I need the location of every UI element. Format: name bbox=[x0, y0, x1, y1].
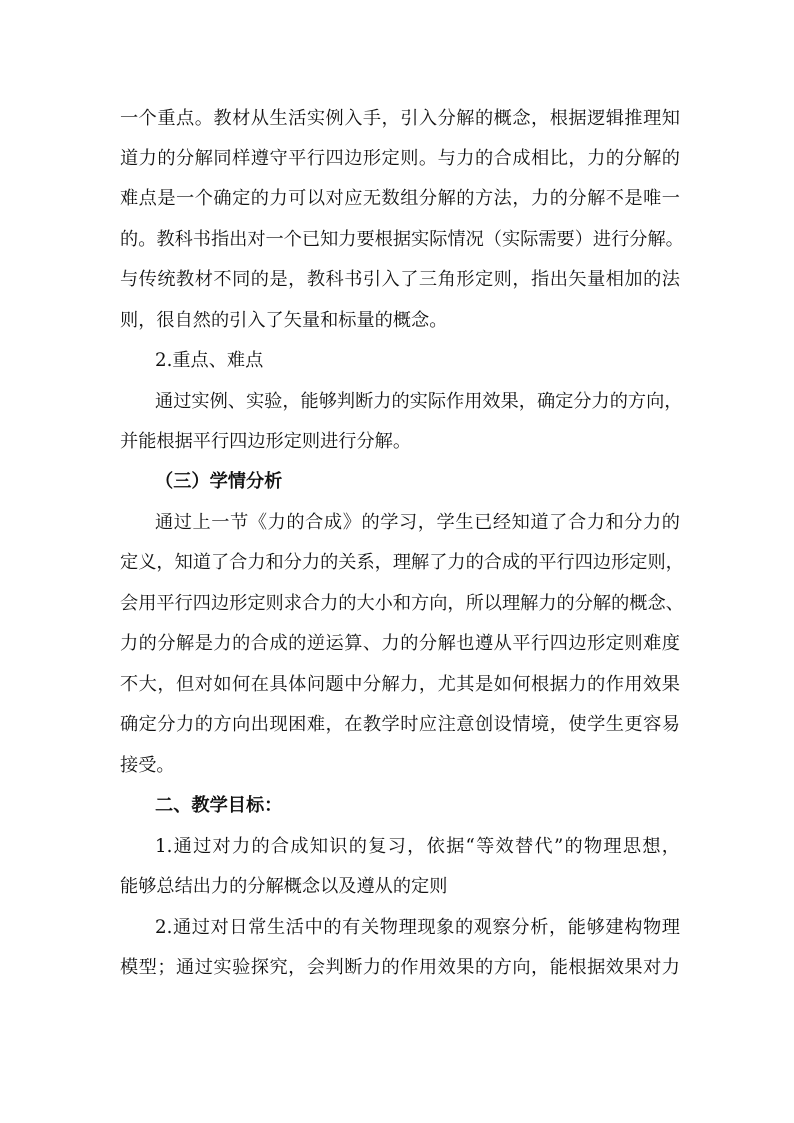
text-line: 接受。 bbox=[120, 755, 175, 776]
text-line: 难点是一个确定的力可以对应无数组分解的方法，力的分解不是唯一 bbox=[120, 188, 680, 209]
text-line: 模型；通过实验探究，会判断力的作用效果的方向，能根据效果对力 bbox=[120, 957, 680, 978]
section-heading: 二、教学目标： bbox=[155, 795, 283, 816]
text-line: 道力的分解同样遵守平行四边形定则。与力的合成相比，力的分解的 bbox=[120, 148, 680, 169]
text-line: 则，很自然的引入了矢量和标量的概念。 bbox=[120, 310, 448, 331]
text-line: 定义，知道了合力和分力的关系，理解了力的合成的平行四边形定则， bbox=[120, 552, 684, 573]
text-line: 力的分解是力的合成的逆运算、力的分解也遵从平行四边形定则难度 bbox=[120, 633, 680, 654]
text-line: 能够总结出力的分解概念以及遵从的定则 bbox=[120, 876, 448, 897]
text-line: 通过上一节《力的合成》的学习，学生已经知道了合力和分力的 bbox=[155, 512, 680, 533]
text-line: 通过实例、实验，能够判断力的实际作用效果，确定分力的方向， bbox=[155, 391, 683, 412]
text-line: 一个重点。教材从生活实例入手，引入分解的概念，根据逻辑推理知 bbox=[120, 108, 680, 129]
text-line: 的。教科书指出对一个已知力要根据实际情况（实际需要）进行分解。 bbox=[120, 229, 684, 250]
section-heading: （三）学情分析 bbox=[155, 471, 283, 492]
text-line: 与传统教材不同的是，教科书引入了三角形定则，指出矢量相加的法 bbox=[120, 269, 680, 290]
text-line: 2.通过对日常生活中的有关物理现象的观察分析，能够建构物理 bbox=[155, 917, 680, 938]
text-line: 不大，但对如何在具体问题中分解力，尤其是如何根据力的作用效果 bbox=[120, 674, 680, 695]
text-line: 确定分力的方向出现困难，在教学时应注意创设情境，使学生更容易 bbox=[120, 714, 680, 735]
section-subheading: 2.重点、难点 bbox=[155, 350, 264, 371]
text-line: 并能根据平行四边形定则进行分解。 bbox=[120, 431, 412, 452]
text-line: 会用平行四边形定则求合力的大小和方向，所以理解力的分解的概念、 bbox=[120, 593, 684, 614]
text-line: 1.通过对力的合成知识的复习，依据“等效替代”的物理思想， bbox=[155, 836, 680, 857]
